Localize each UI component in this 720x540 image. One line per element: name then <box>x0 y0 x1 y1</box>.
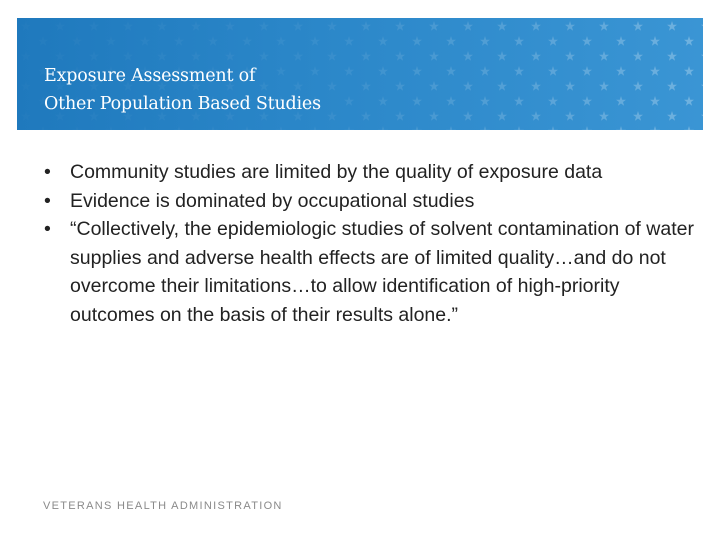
bullet-text: “Collectively, the epidemiologic studies of solvent contamination of water supplies and adverse health effects are of limited quality…and do not overcome their limitations…to allow identification of high-priority outcomes on the basis of their results alone.” <box>70 218 694 326</box>
bullet-text: Community studies are limited by the quality of exposure data <box>70 161 603 183</box>
bullet-item-quote <box>44 215 694 329</box>
bullet-marker: • <box>44 189 51 212</box>
footer-organization: VETERANS HEALTH ADMINISTRATION <box>43 500 283 512</box>
title-line-2: Other Population Based Studies <box>44 94 321 114</box>
bullet-marker: • <box>44 161 51 183</box>
bullet-item-occupational-studies <box>44 187 694 216</box>
bullet-item-community-studies <box>44 158 694 187</box>
page-title <box>44 62 321 118</box>
title-line-1: Exposure Assessment of <box>44 66 256 86</box>
bullet-marker: • <box>44 218 51 240</box>
bullet-text: Evidence is dominated by occupational studies <box>70 189 475 212</box>
bullet-list <box>44 158 694 329</box>
title-banner <box>17 18 703 130</box>
